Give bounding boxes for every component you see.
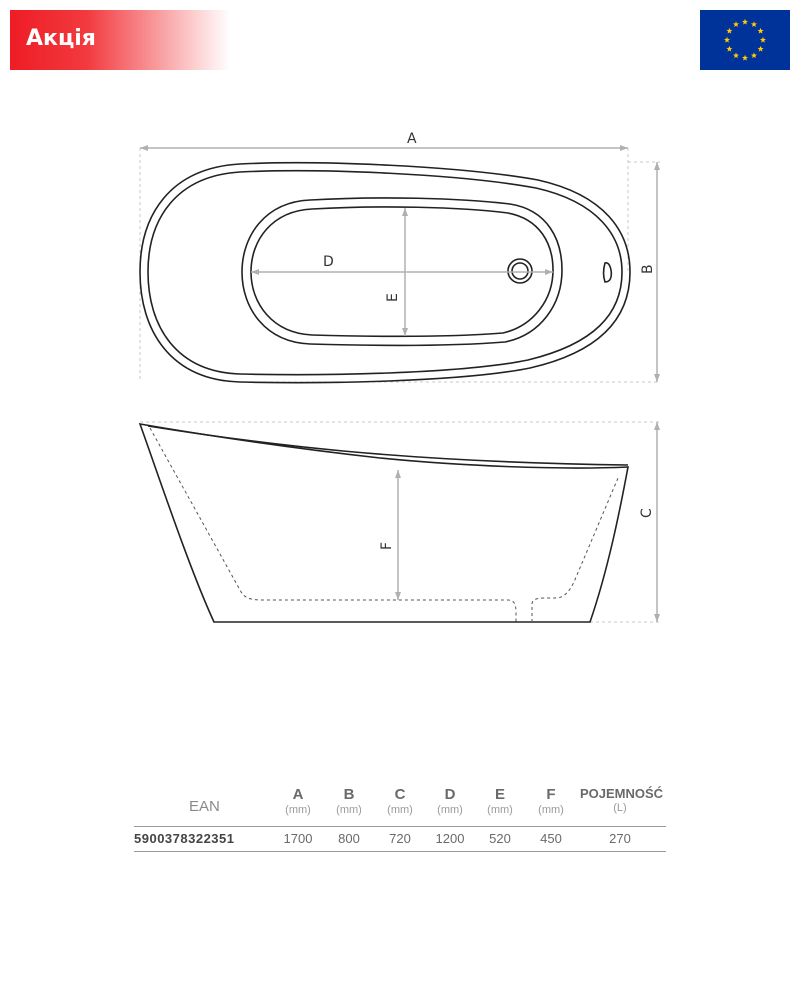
value-e: 520 xyxy=(489,831,511,846)
value-capacity: 270 xyxy=(609,831,631,846)
top-view xyxy=(140,145,660,383)
label-c: C xyxy=(639,508,655,518)
label-a: A xyxy=(407,131,417,147)
col-b xyxy=(329,778,369,816)
col-b-unit: (mm) xyxy=(336,804,362,816)
col-e-unit: (mm) xyxy=(487,804,513,816)
col-c-unit: (mm) xyxy=(387,804,413,816)
col-f-letter: F xyxy=(546,786,556,803)
label-e: E xyxy=(385,293,401,302)
col-d-unit: (mm) xyxy=(437,804,463,816)
value-c: 720 xyxy=(389,831,411,846)
col-c-letter: C xyxy=(394,786,406,803)
col-e xyxy=(480,778,520,816)
col-a-letter: A xyxy=(292,786,304,803)
label-b: B xyxy=(640,264,656,274)
ean-value: 5900378322351 xyxy=(134,831,235,846)
col-b-letter: B xyxy=(343,786,355,803)
col-capacity-unit: (L) xyxy=(613,802,627,814)
value-b: 800 xyxy=(338,831,360,846)
col-c xyxy=(380,778,420,816)
value-d: 1200 xyxy=(435,831,465,846)
col-capacity-letter: POJEMNOŚĆ xyxy=(580,786,664,801)
overflow-icon xyxy=(604,263,612,282)
inner-basin-dashed xyxy=(150,428,618,622)
side-view xyxy=(140,422,660,622)
col-e-letter: E xyxy=(494,786,505,803)
promo-label: Акція xyxy=(26,26,96,51)
value-a: 1700 xyxy=(283,831,313,846)
col-f xyxy=(531,778,571,816)
value-f: 450 xyxy=(540,831,562,846)
ean-header: EAN xyxy=(189,798,220,815)
col-a-unit: (mm) xyxy=(285,804,311,816)
col-f-unit: (mm) xyxy=(538,804,564,816)
spec-table-header xyxy=(134,778,666,827)
col-capacity xyxy=(580,778,664,814)
table-row xyxy=(134,827,666,852)
spec-table xyxy=(134,778,666,852)
label-d: D xyxy=(323,254,334,270)
col-a xyxy=(278,778,318,816)
label-f: F xyxy=(379,541,395,550)
col-d xyxy=(430,778,470,816)
col-d-letter: D xyxy=(444,786,456,803)
